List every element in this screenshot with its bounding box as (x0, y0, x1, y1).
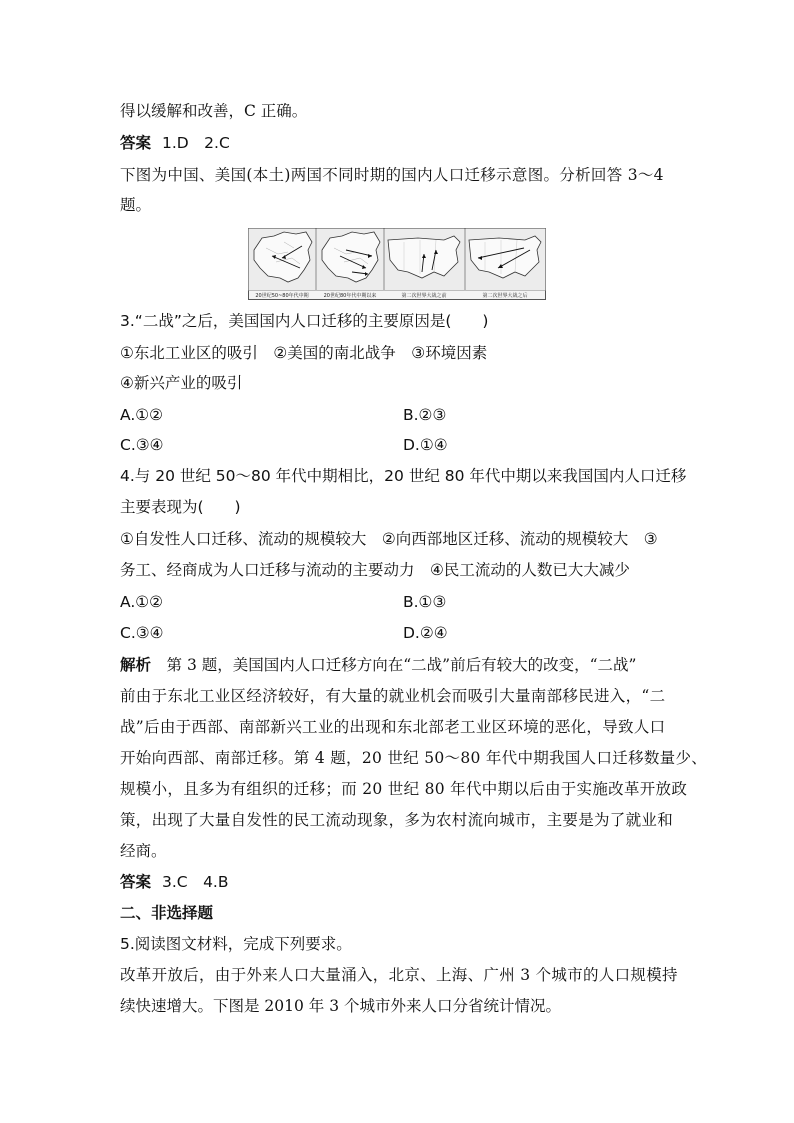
intro-line-1: 得以缓解和改善，C 正确。 (120, 102, 308, 120)
q5-stem: 5.阅读图文材料，完成下列要求。 (120, 935, 352, 953)
analysis-line-6: 策，出现了大量自发性的民工流动现象，多为农村流向城市，主要是为了就业和 (120, 811, 674, 829)
answer-text-2: 3.C 4.B (161, 873, 229, 891)
map-caption-2: 20世纪80年代中期以来 (323, 293, 377, 299)
q3-option-a: A.①② (120, 406, 164, 424)
analysis-label: 解析 (120, 656, 152, 674)
analysis-text-1: 第 3 题，美国国内人口迁移方向在“二战”前后有较大的改变，“二战” (151, 656, 637, 674)
answer-row-1 (120, 133, 230, 153)
map-caption-1: 20世纪50~80年代中期 (255, 293, 309, 299)
analysis-line-4: 开始向西部、南部迁移。第 4 题，20 世纪 50～80 年代中期我国人口迁移数量少、 (120, 749, 708, 767)
usa-map-2 (466, 229, 546, 300)
q4-options-line-2: 务工、经商成为人口迁移与流动的主要动力 ④民工流动的人数已大大减少 (120, 561, 630, 579)
q4-option-b: B.①③ (403, 593, 447, 611)
answer-label: 答案 (120, 134, 152, 152)
analysis-line-7: 经商。 (120, 842, 167, 860)
china-map-2 (317, 229, 384, 300)
q4-option-c: C.③④ (120, 624, 164, 642)
analysis-line-5: 规模小，且多为有组织的迁移；而 20 世纪 80 年代中期以后由于实施改革开放政 (120, 780, 688, 798)
q5-material-line-2: 续快速增大。下图是 2010 年 3 个城市外来人口分省统计情况。 (120, 997, 562, 1015)
q4-stem-line-2: 主要表现为( ) (120, 498, 241, 516)
analysis-line-2: 前由于东北工业区经济较好，有大量的就业机会而吸引大量南部移民进入，“二 (120, 687, 666, 705)
q3-stem: 3.“二战”之后，美国国内人口迁移的主要原因是( ) (120, 312, 489, 330)
stem-line-1: 下图为中国、美国(本土)两国不同时期的国内人口迁移示意图。分析回答 3～4 (120, 166, 664, 184)
china-map-1 (249, 229, 316, 300)
stem-line-2: 题。 (120, 196, 152, 214)
q4-option-a: A.①② (120, 593, 164, 611)
q4-options-line-1: ①自发性人口迁移、流动的规模较大 ②向西部地区迁移、流动的规模较大 ③ (120, 530, 658, 548)
q4-stem-line-1: 4.与 20 世纪 50～80 年代中期相比，20 世纪 80 年代中期以来我国国内人口迁移 (120, 467, 687, 485)
q4-option-d: D.②④ (403, 624, 448, 642)
answer-label-2: 答案 (120, 873, 152, 891)
answer-row-2 (120, 872, 229, 892)
q5-material-line-1: 改革开放后，由于外来人口大量涌入，北京、上海、广州 3 个城市的人口规模持 (120, 966, 678, 984)
q3-option-d: D.①④ (403, 436, 448, 454)
map-caption-3: 第二次世界大战之前 (401, 293, 447, 299)
q3-option-c: C.③④ (120, 436, 164, 454)
q3-option-b: B.②③ (403, 406, 447, 424)
q3-options-line-2: ④新兴产业的吸引 (120, 374, 243, 392)
analysis-line-3: 战”后由于西部、南部新兴工业的出现和东北部老工业区环境的恶化，导致人口 (120, 718, 666, 736)
usa-map-1 (385, 229, 465, 300)
map-caption-4: 第二次世界大战之后 (482, 293, 528, 299)
section-title: 二、非选择题 (120, 904, 214, 922)
analysis-line-1 (120, 655, 636, 675)
q3-options-line-1: ①东北工业区的吸引 ②美国的南北战争 ③环境因素 (120, 344, 488, 362)
migration-maps-figure (248, 228, 546, 300)
answer-text: 1.D 2.C (161, 134, 230, 152)
